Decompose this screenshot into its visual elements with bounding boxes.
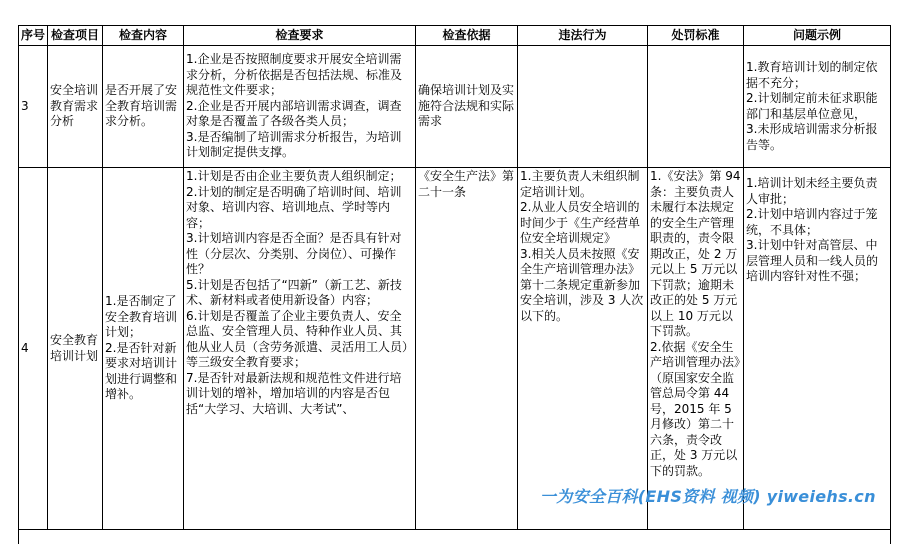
header-requirements: 检查要求: [184, 26, 416, 46]
content-line: 1.是否制定了安全教育培训计划；: [105, 294, 178, 340]
row-examples: [744, 46, 891, 168]
row-item: 安全培训教育需求分析: [48, 46, 103, 168]
requirement-line: 5.计划是否包括了“四新”（新工艺、新技术、新材料或者使用新设备）内容；: [186, 277, 402, 307]
content-line: 2.是否针对新要求对培训计划进行调整和增补。: [105, 340, 178, 402]
table-row: [19, 168, 891, 530]
header-examples: 问题示例: [744, 26, 891, 46]
violation-line: 1.主要负责人未组织制定培训计划。: [520, 169, 640, 199]
example-line: 1.培训计划未经主要负责人审批；: [746, 176, 878, 206]
requirement-line: 1.计划是否由企业主要负责人组织制定；: [186, 169, 402, 183]
requirement-line: 2.企业是否开展内部培训需求调查，调查对象是否覆盖了各级各类人员；: [186, 98, 402, 129]
requirement-line: 7.是否针对最新法规和规范性文件进行培训计划的增补，增加培训的内容是否包括“大学习、大培训、大考试”、: [186, 370, 402, 416]
header-row: [19, 26, 891, 46]
header-violation: 违法行为: [518, 26, 648, 46]
header-basis: 检查依据: [416, 26, 518, 46]
penalty-line: 2.依据《安全生产培训管理办法》（原国家安全监管总局令第 44 号，2015 年 5 月修改）第二十六条，责令改正，处 3 万元以下的罚款。: [650, 339, 741, 478]
requirement-line: 2.计划的制定是否明确了培训时间、培训对象、培训内容、培训地点、学时等内容；: [186, 184, 402, 230]
row-content: [103, 46, 184, 168]
requirement-line: 1.企业是否按照制度要求开展安全培训需求分析，分析依据是否包括法规、标准及规范性文件要求；: [186, 52, 403, 98]
header-no: 序号: [19, 26, 48, 46]
table-row: [19, 46, 891, 168]
row-no: 3: [19, 46, 48, 168]
row-penalty: [648, 168, 744, 530]
row-item: 安全教育培训计划: [48, 168, 103, 530]
violation-line: 3.相关人员未按照《安全生产培训管理办法》第十二条规定重新参加安全培训，涉及 3 人次以下的。: [520, 246, 644, 323]
row-violation: [518, 168, 648, 530]
example-line: 2.计划中培训内容过于笼统，不具体；: [746, 207, 878, 237]
row-content: [103, 168, 184, 530]
row-basis: 确保培训计划及实施符合法规和实际需求: [416, 46, 518, 168]
header-penalty: 处罚标准: [648, 26, 744, 46]
inspection-table: [18, 25, 891, 530]
row-basis: 《安全生产法》第二十一条: [416, 168, 518, 530]
row-violation: [518, 46, 648, 168]
row-no: 4: [19, 168, 48, 530]
watermark: 一为安全百科(EHS资料 视频) yiweiehs.cn: [540, 487, 876, 506]
row-examples: [744, 168, 891, 530]
example-line: 2.计划制定前未征求职能部门和基层单位意见，: [746, 91, 878, 121]
example-line: 3.计划中针对高管层、中层管理人员和一线人员的培训内容针对性不强；: [746, 238, 879, 283]
example-line: 1.教育培训计划的制定依据不充分；: [746, 60, 878, 90]
penalty-line: 1.《安法》第 94 条：主要负责人未履行本法规定的安全生产管理职责的，责令限期改正，处 2 万元以上 5 万元以下罚款；逾期未改正的处 5 万元以上 10 万元以下罚款。: [650, 169, 741, 338]
content-line: 是否开展了安全教育培训需求分析。: [105, 83, 178, 129]
row-requirements: [184, 168, 416, 530]
requirement-line: 3.计划培训内容是否全面？是否具有针对性（分层次、分类别、分岗位）、可操作性？: [186, 231, 402, 276]
requirement-line: 6.计划是否覆盖了企业主要负责人、安全总监、安全管理人员、特种作业人员、其他从业人员（含劳务派遣、灵活用工人员）等三级安全教育要求；: [186, 308, 409, 369]
header-item: 检查项目: [48, 26, 103, 46]
violation-line: 2.从业人员安全培训的时间少于《生产经营单位安全培训规定》: [520, 200, 641, 245]
row-penalty: [648, 46, 744, 168]
next-row-edge: [18, 529, 891, 544]
requirement-line: 3.是否编制了培训需求分析报告，为培训计划制定提供支撑。: [186, 129, 402, 160]
example-line: 3.未形成培训需求分析报告等。: [746, 122, 878, 152]
row-requirements: [184, 46, 416, 168]
header-content: 检查内容: [103, 26, 184, 46]
